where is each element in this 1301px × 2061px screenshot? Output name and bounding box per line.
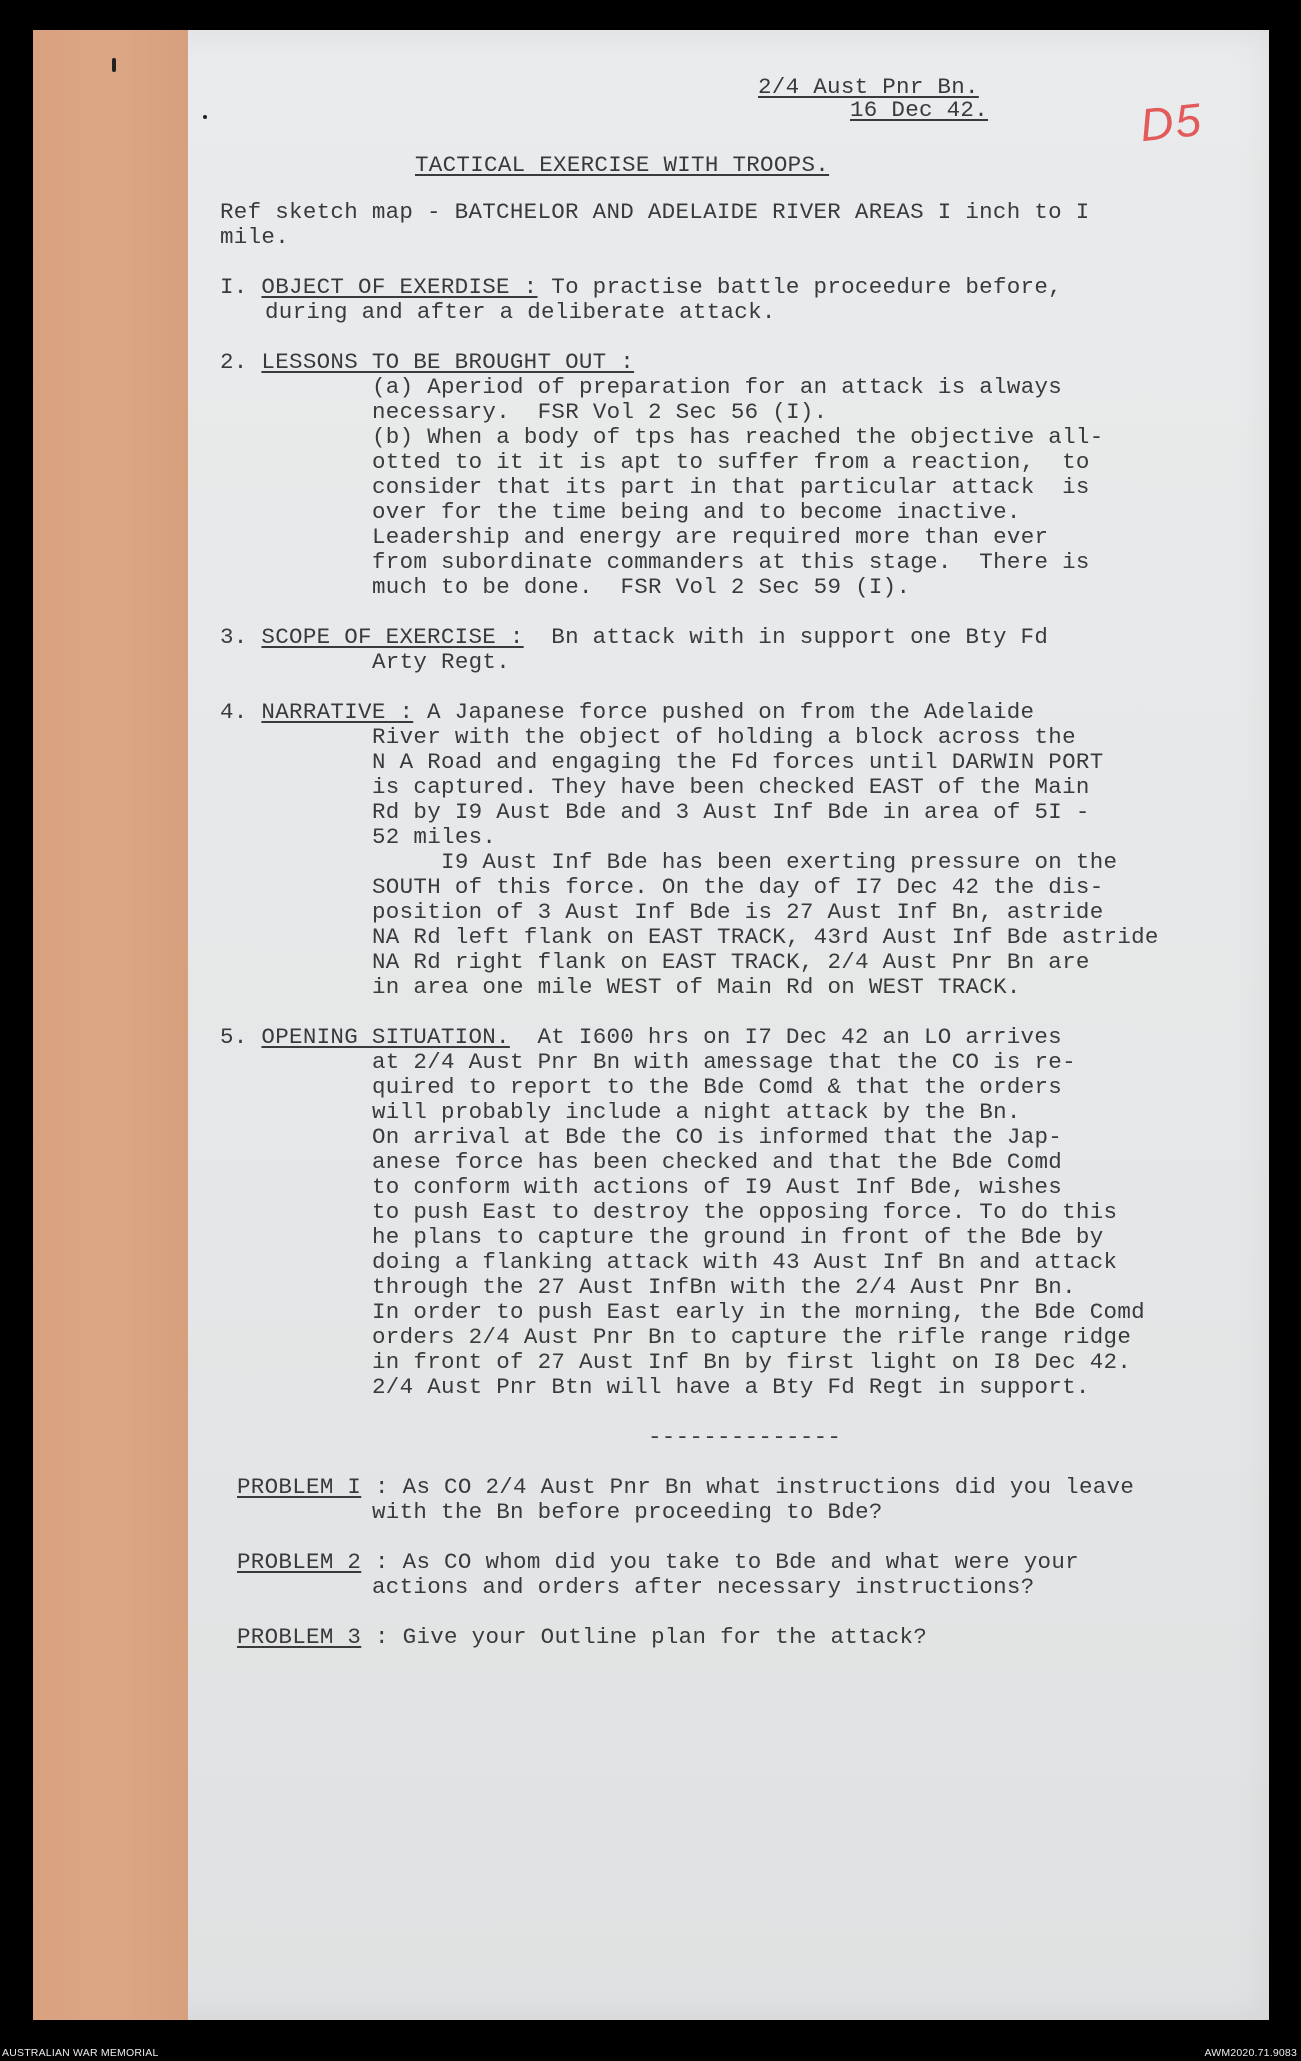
ref-line: mile. <box>220 224 290 250</box>
body-line: (a) Aperiod of preparation for an attack is always <box>372 374 1063 400</box>
footer-accession: AWM2020.71.9083 <box>1204 2047 1297 2059</box>
section-heading: OPENING SITUATION. <box>261 1024 510 1050</box>
body-line: SOUTH of this force. On the day of I7 Dec 42 the dis- <box>372 874 1104 900</box>
section-1-line: during and after a deliberate attack. <box>265 299 776 325</box>
body-line: over for the time being and to become inactive. <box>372 499 1021 525</box>
body-line: will probably include a night attack by the Bn. <box>372 1099 1021 1125</box>
body-line: otted to it it is apt to suffer from a reaction, to <box>372 449 1090 475</box>
ink-mark <box>112 58 116 72</box>
problem-label: PROBLEM 3 <box>237 1624 362 1650</box>
section-heading: OBJECT OF EXERDISE : <box>261 274 538 300</box>
body-line: anese force has been checked and that the Bde Comd <box>372 1149 1063 1175</box>
body-line: through the 27 Aust InfBn with the 2/4 Aust Pnr Bn. <box>372 1274 1076 1300</box>
body-line: N A Road and engaging the Fd forces until DARWIN PORT <box>372 749 1104 775</box>
body-line: Leadership and energy are required more than ever <box>372 524 1049 550</box>
body-line: quired to report to the Bde Comd & that the orders <box>372 1074 1063 1100</box>
problem-1-line <box>237 1475 1134 1500</box>
body-line: at 2/4 Aust Pnr Bn with amessage that the CO is re- <box>372 1049 1076 1075</box>
body-line: 52 miles. <box>372 824 497 850</box>
body-line: necessary. FSR Vol 2 Sec 56 (I). <box>372 399 828 425</box>
section-text: Bn attack with in support one Bty Fd <box>523 624 1049 650</box>
body-line: is captured. They have been checked EAST of the Main <box>372 774 1090 800</box>
body-line: River with the object of holding a block across the <box>372 724 1076 750</box>
section-text: A Japanese force pushed on from the Adelaide <box>413 699 1035 725</box>
body-line: in area one mile WEST of Main Rd on WEST TRACK. <box>372 974 1021 1000</box>
section-2-heading-line <box>220 350 634 375</box>
body-line: (b) When a body of tps has reached the objective all- <box>372 424 1104 450</box>
section-number: I. <box>220 274 248 300</box>
problem-label: PROBLEM 2 <box>237 1549 362 1575</box>
section-5-body <box>372 1050 1145 1400</box>
problem-label: PROBLEM I <box>237 1474 362 1500</box>
header-date: 16 Dec 42. <box>850 97 989 123</box>
section-2-body <box>372 375 1104 600</box>
section-number: 2. <box>220 349 248 375</box>
body-line: Rd by I9 Aust Bde and 3 Aust Inf Bde in area of 5I - <box>372 799 1090 825</box>
section-heading: NARRATIVE : <box>261 699 414 725</box>
problem-text: : As CO 2/4 Aust Pnr Bn what instructions did you leave <box>361 1474 1135 1500</box>
document-title: TACTICAL EXERCISE WITH TROOPS. <box>415 152 830 178</box>
body-line: NA Rd left flank on EAST TRACK, 43rd Aust Inf Bde astride <box>372 924 1159 950</box>
section-heading: SCOPE OF EXERCISE : <box>261 624 524 650</box>
reference-mark: D5 <box>1137 92 1206 152</box>
section-1-line <box>220 275 1062 300</box>
section-3-line: Arty Regt. <box>372 649 511 675</box>
section-number: 3. <box>220 624 248 650</box>
section-4-line <box>220 700 1034 725</box>
body-line: to conform with actions of I9 Aust Inf Bde, wishes <box>372 1174 1063 1200</box>
body-line: In order to push East early in the morning, the Bde Comd <box>372 1299 1145 1325</box>
ref-line: Ref sketch map - BATCHELOR AND ADELAIDE RIVER AREAS I inch to I <box>220 199 1090 225</box>
footer-credit: AUSTRALIAN WAR MEMORIAL <box>2 2047 159 2059</box>
section-5-line <box>220 1025 1062 1050</box>
body-line: On arrival at Bde the CO is informed that the Jap- <box>372 1124 1063 1150</box>
body-line: in front of 27 Aust Inf Bn by first light on I8 Dec 42. <box>372 1349 1132 1375</box>
section-text: To practise battle proceedure before, <box>537 274 1062 300</box>
header-unit: 2/4 Aust Pnr Bn. <box>758 74 979 100</box>
problem-1-line: with the Bn before proceeding to Bde? <box>372 1499 883 1525</box>
body-line: to push East to destroy the opposing force. To do this <box>372 1199 1118 1225</box>
body-line: much to be done. FSR Vol 2 Sec 59 (I). <box>372 574 911 600</box>
body-line: orders 2/4 Aust Pnr Bn to capture the rifle range ridge <box>372 1324 1132 1350</box>
problem-2-line: actions and orders after necessary instructions? <box>372 1574 1035 1600</box>
problem-text: : Give your Outline plan for the attack? <box>361 1624 928 1650</box>
section-heading: LESSONS TO BE BROUGHT OUT : <box>261 349 635 375</box>
problem-3-line <box>237 1625 927 1650</box>
body-line: consider that its part in that particular attack is <box>372 474 1090 500</box>
section-number: 5. <box>220 1024 248 1050</box>
body-line: position of 3 Aust Inf Bde is 27 Aust Inf Bn, astride <box>372 899 1104 925</box>
problem-2-line <box>237 1550 1079 1575</box>
section-3-line <box>220 625 1048 650</box>
body-line: doing a flanking attack with 43 Aust Inf Bn and attack <box>372 1249 1118 1275</box>
problem-text: : As CO whom did you take to Bde and what were your <box>361 1549 1079 1575</box>
body-line: 2/4 Aust Pnr Btn will have a Bty Fd Regt in support. <box>372 1374 1090 1400</box>
section-text: At I600 hrs on I7 Dec 42 an LO arrives <box>509 1024 1062 1050</box>
section-number: 4. <box>220 699 248 725</box>
section-4-body <box>372 725 1159 1000</box>
body-line: NA Rd right flank on EAST TRACK, 2/4 Aust Pnr Bn are <box>372 949 1090 975</box>
tape-strip <box>33 30 188 2020</box>
body-line: from subordinate commanders at this stage. There is <box>372 549 1090 575</box>
body-line: I9 Aust Inf Bde has been exerting pressure on the <box>372 849 1118 875</box>
ink-dot <box>203 115 207 119</box>
separator: -------------- <box>648 1424 842 1450</box>
body-line: he plans to capture the ground in front of the Bde by <box>372 1224 1104 1250</box>
